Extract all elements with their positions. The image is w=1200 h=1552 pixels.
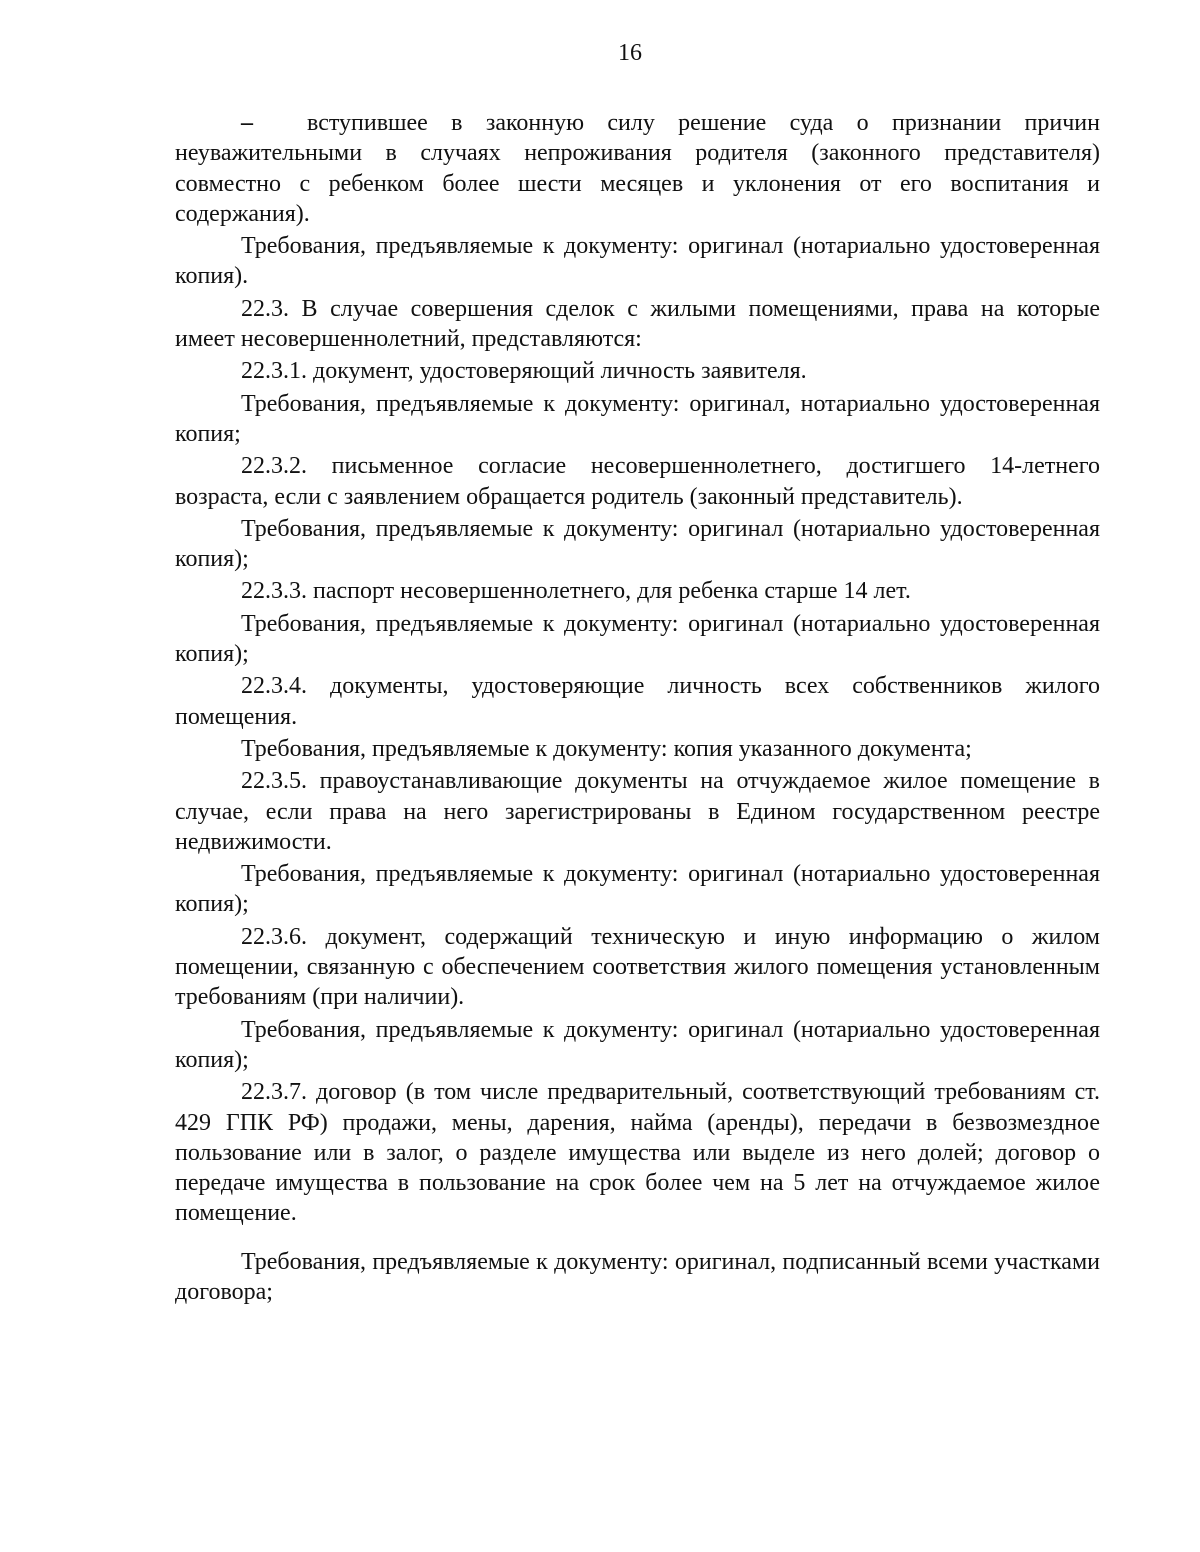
paragraph-22-3-4: 22.3.4. документы, удостоверяющие личность всех собственников жилого помещения. (175, 673, 1100, 730)
paragraph-requirements: Требования, предъявляемые к документу: оригинал, нотариально удостоверенная копия; (175, 390, 1100, 447)
paragraph-22-3-1: 22.3.1. документ, удостоверяющий личность заявителя. (241, 358, 807, 385)
paragraph-22-3-5: 22.3.5. правоустанавливающие документы на отчуждаемое жилое помещение в случае, если права на него зарегистрированы в Едином государственном реестре недвижимости. (175, 768, 1100, 855)
paragraph-text: вступившее в законную силу решение суда о признании причин неуважительными в случаях непроживания родителя (законного представителя) совместно с ребенком более шести месяцев и уклонения от его воспитания и содержания). (175, 110, 1100, 227)
list-dash-marker: – (241, 110, 253, 136)
paragraph-22-3-6: 22.3.6. документ, содержащий техническую и иную информацию о жилом помещении, связанную с обеспечением соответствия жилого помещения установленным требованиям (при наличии). (175, 923, 1100, 1011)
paragraph-22-3-7: 22.3.7. договор (в том числе предварительный, соответствующий требованиям ст. 429 ГПК РФ) продажи, мены, дарения, найма (аренды), передачи в безвозмездное пользование или в залог, о разделе имущества или выделе из него долей; договор о передаче имущества в пользование на срок более чем на 5 лет на отчуждаемое жилое помещение. (175, 1079, 1100, 1227)
paragraph-requirements: Требования, предъявляемые к документу: оригинал (нотариально удостоверенная копия); (175, 1016, 1100, 1073)
paragraph-requirements: Требования, предъявляемые к документу: оригинал (нотариально удостоверенная копия); (175, 861, 1100, 918)
paragraph-court-decision (175, 108, 1100, 229)
paragraph-requirements: Требования, предъявляемые к документу: копия указанного документа; (241, 735, 972, 762)
paragraph-22-3: 22.3. В случае совершения сделок с жилыми помещениями, права на которые имеет несовершеннолетний, представляются: (175, 295, 1100, 353)
document-body (175, 108, 1100, 1307)
paragraph-requirements: Требования, предъявляемые к документу: оригинал, подписанный всеми участками договора; (175, 1248, 1100, 1305)
page-number: 16 (618, 40, 642, 66)
paragraph-requirements: Требования, предъявляемые к документу: оригинал (нотариально удостоверенная копия); (175, 610, 1100, 668)
paragraph-requirements: Требования, предъявляемые к документу: оригинал (нотариально удостоверенная копия). (175, 233, 1100, 290)
paragraph-requirements: Требования, предъявляемые к документу: оригинал (нотариально удостоверенная копия); (175, 515, 1100, 573)
paragraph-22-3-3: 22.3.3. паспорт несовершеннолетнего, для ребенка старше 14 лет. (241, 578, 911, 605)
paragraph-22-3-2: 22.3.2. письменное согласие несовершеннолетнего, достигшего 14-летнего возраста, если с заявлением обращается родитель (законный представитель). (175, 453, 1100, 510)
